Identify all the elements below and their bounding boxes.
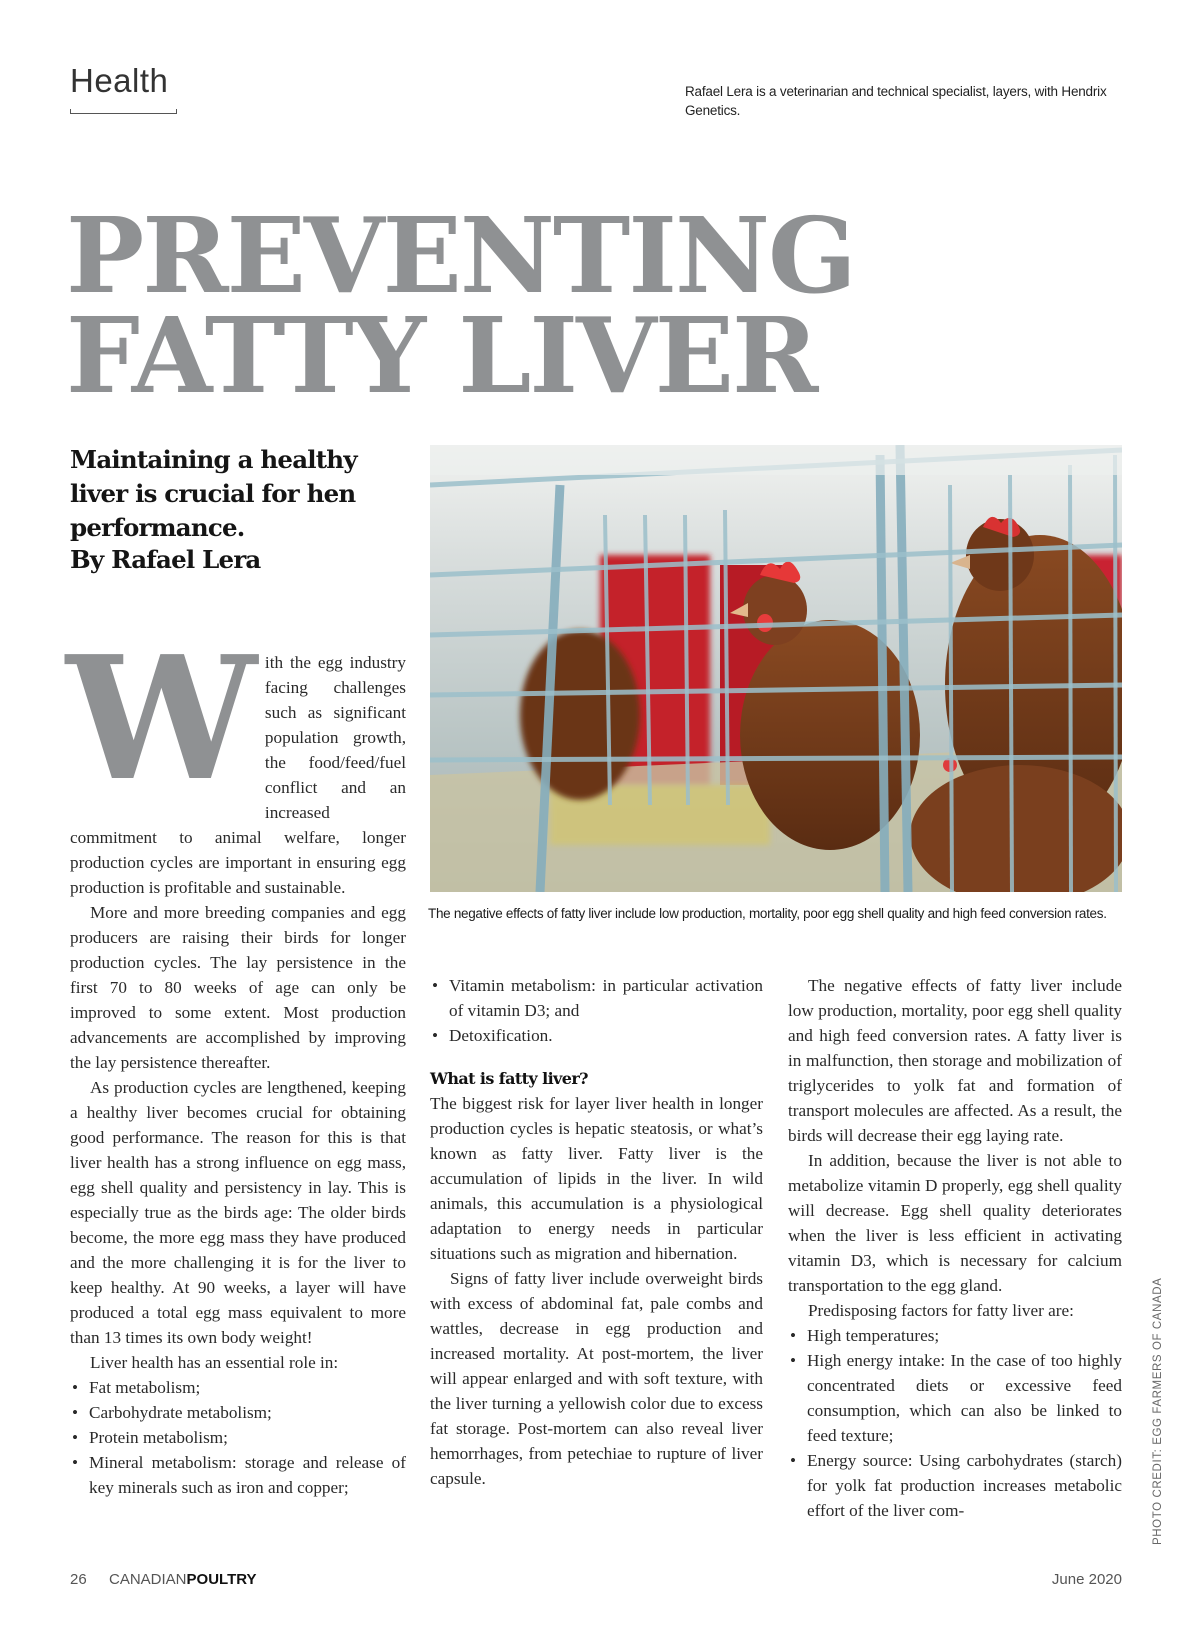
subhead: What is fatty liver?: [430, 1069, 588, 1088]
liver-roles-list: [70, 1375, 406, 1500]
body-paragraph: The biggest risk for layer liver health in longer production cycles is hepatic steatosis, or what’s known as fatty liver. Fatty liver is the accumulation of lipids in the liver. In wild animals, this accumulation is a physiological adaptation to energy needs in particular situations such as migration and hibernation.: [430, 1094, 763, 1263]
body-paragraph: Liver health has an essential role in:: [90, 1353, 339, 1372]
list-item: • Protein metabolism;: [70, 1425, 406, 1450]
body-paragraph: As production cycles are lengthened, keeping a healthy liver becomes crucial for obtaining good performance. The reason for this is that liver health has a strong influence on egg mass, egg shell quality and persistency in lay. This is especially true as the birds age: The older birds become, the more egg mass they have produced and the more challenging it is for the liver to keep healthy. At 90 weeks, a layer will have produced a total egg mass equivalent to more than 13 times its own body weight!: [70, 1078, 406, 1347]
headline-line-2: FATTY LIVER: [66, 294, 817, 417]
author-note: Rafael Lera is a veterinarian and technical specialist, layers, with Hendrix Genetics.: [685, 84, 1107, 118]
drop-cap: W: [66, 619, 257, 819]
magazine-brand: [109, 1571, 257, 1588]
deck: Maintaining a healthy liver is crucial for hen performance.: [70, 445, 357, 542]
liver-roles-list-continued: [430, 973, 763, 1048]
body-paragraph: ith the egg industry facing challenges such as significant population growth, the food/feed/fuel conflict and an increased commitment to animal welfare, longer production cycles are important in ensuring egg production is profitable and sustainable.: [70, 653, 406, 897]
headline-line-1: PREVENTING: [66, 194, 855, 317]
headline: [66, 194, 855, 417]
issue-date: June 2020: [1051, 1571, 1122, 1588]
list-item: • Carbohydrate metabolism;: [70, 1400, 406, 1425]
section-label: Health: [70, 62, 169, 99]
section-rule: [70, 113, 177, 114]
article-column-2: [430, 973, 763, 1491]
list-item: • Fat metabolism;: [70, 1375, 406, 1400]
page-number: 26: [70, 1571, 87, 1588]
body-paragraph: Signs of fatty liver include overweight birds with excess of abdominal fat, pale combs and wattles, decrease in egg production and increased mortality. At post-mortem, the liver will appear enlarged and with soft texture, with the liver turning a yellowish color due to excess fat storage. Post-mortem can also reveal liver hemorrhages, from petechiae to rupture of liver capsule.: [430, 1269, 763, 1488]
hen-cage-illustration: [430, 445, 1122, 892]
byline: By Rafael Lera: [70, 545, 261, 574]
list-item: • Energy source: Using carbohydrates (starch) for yolk fat production increases metabolic effort of the liver com-: [788, 1448, 1122, 1523]
body-paragraph: Predisposing factors for fatty liver are:: [808, 1301, 1074, 1320]
article-column-1: [66, 619, 406, 1500]
brand-light: CANADIAN: [109, 1571, 187, 1588]
list-item: • Detoxification.: [430, 1023, 763, 1048]
predisposing-factors-list: [788, 1323, 1122, 1523]
article-column-3: [788, 973, 1122, 1523]
body-paragraph: The negative effects of fatty liver include low production, mortality, poor egg shell quality and high feed conversion rates. A fatty liver is in malfunction, then storage and mobilization of triglycerides to yolk fat and formation of transport molecules are affected. As a result, the birds will decrease their egg laying rate.: [788, 976, 1122, 1145]
list-item: • Vitamin metabolism: in particular activation of vitamin D3; and: [430, 973, 763, 1023]
brand-bold: POULTRY: [186, 1571, 257, 1588]
hen-cage-photo: [430, 445, 1122, 892]
body-paragraph: In addition, because the liver is not able to metabolize vitamin D properly, egg shell quality will decrease. Egg shell quality deteriorates when the liver is less efficient in activating vitamin D3, which is necessary for calcium transportation to the egg gland.: [788, 1151, 1122, 1295]
list-item: • High energy intake: In the case of too highly concentrated diets or excessive feed consumption, which can also be linked to feed texture;: [788, 1348, 1122, 1448]
body-paragraph: More and more breeding companies and egg producers are raising their birds for longer production cycles. The lay persistence in the first 70 to 80 weeks of age can only be improved to some extent. Most production advancements are accomplished by improving the lay persistence thereafter.: [70, 903, 406, 1072]
photo-credit: PHOTO CREDIT: EGG FARMERS OF CANADA: [1152, 1277, 1164, 1545]
list-item: • Mineral metabolism: storage and release of key minerals such as iron and copper;: [70, 1450, 406, 1500]
photo-caption: The negative effects of fatty liver include low production, mortality, poor egg shell quality and high feed conversion rates.: [428, 906, 1107, 921]
list-item: • High temperatures;: [788, 1323, 1122, 1348]
